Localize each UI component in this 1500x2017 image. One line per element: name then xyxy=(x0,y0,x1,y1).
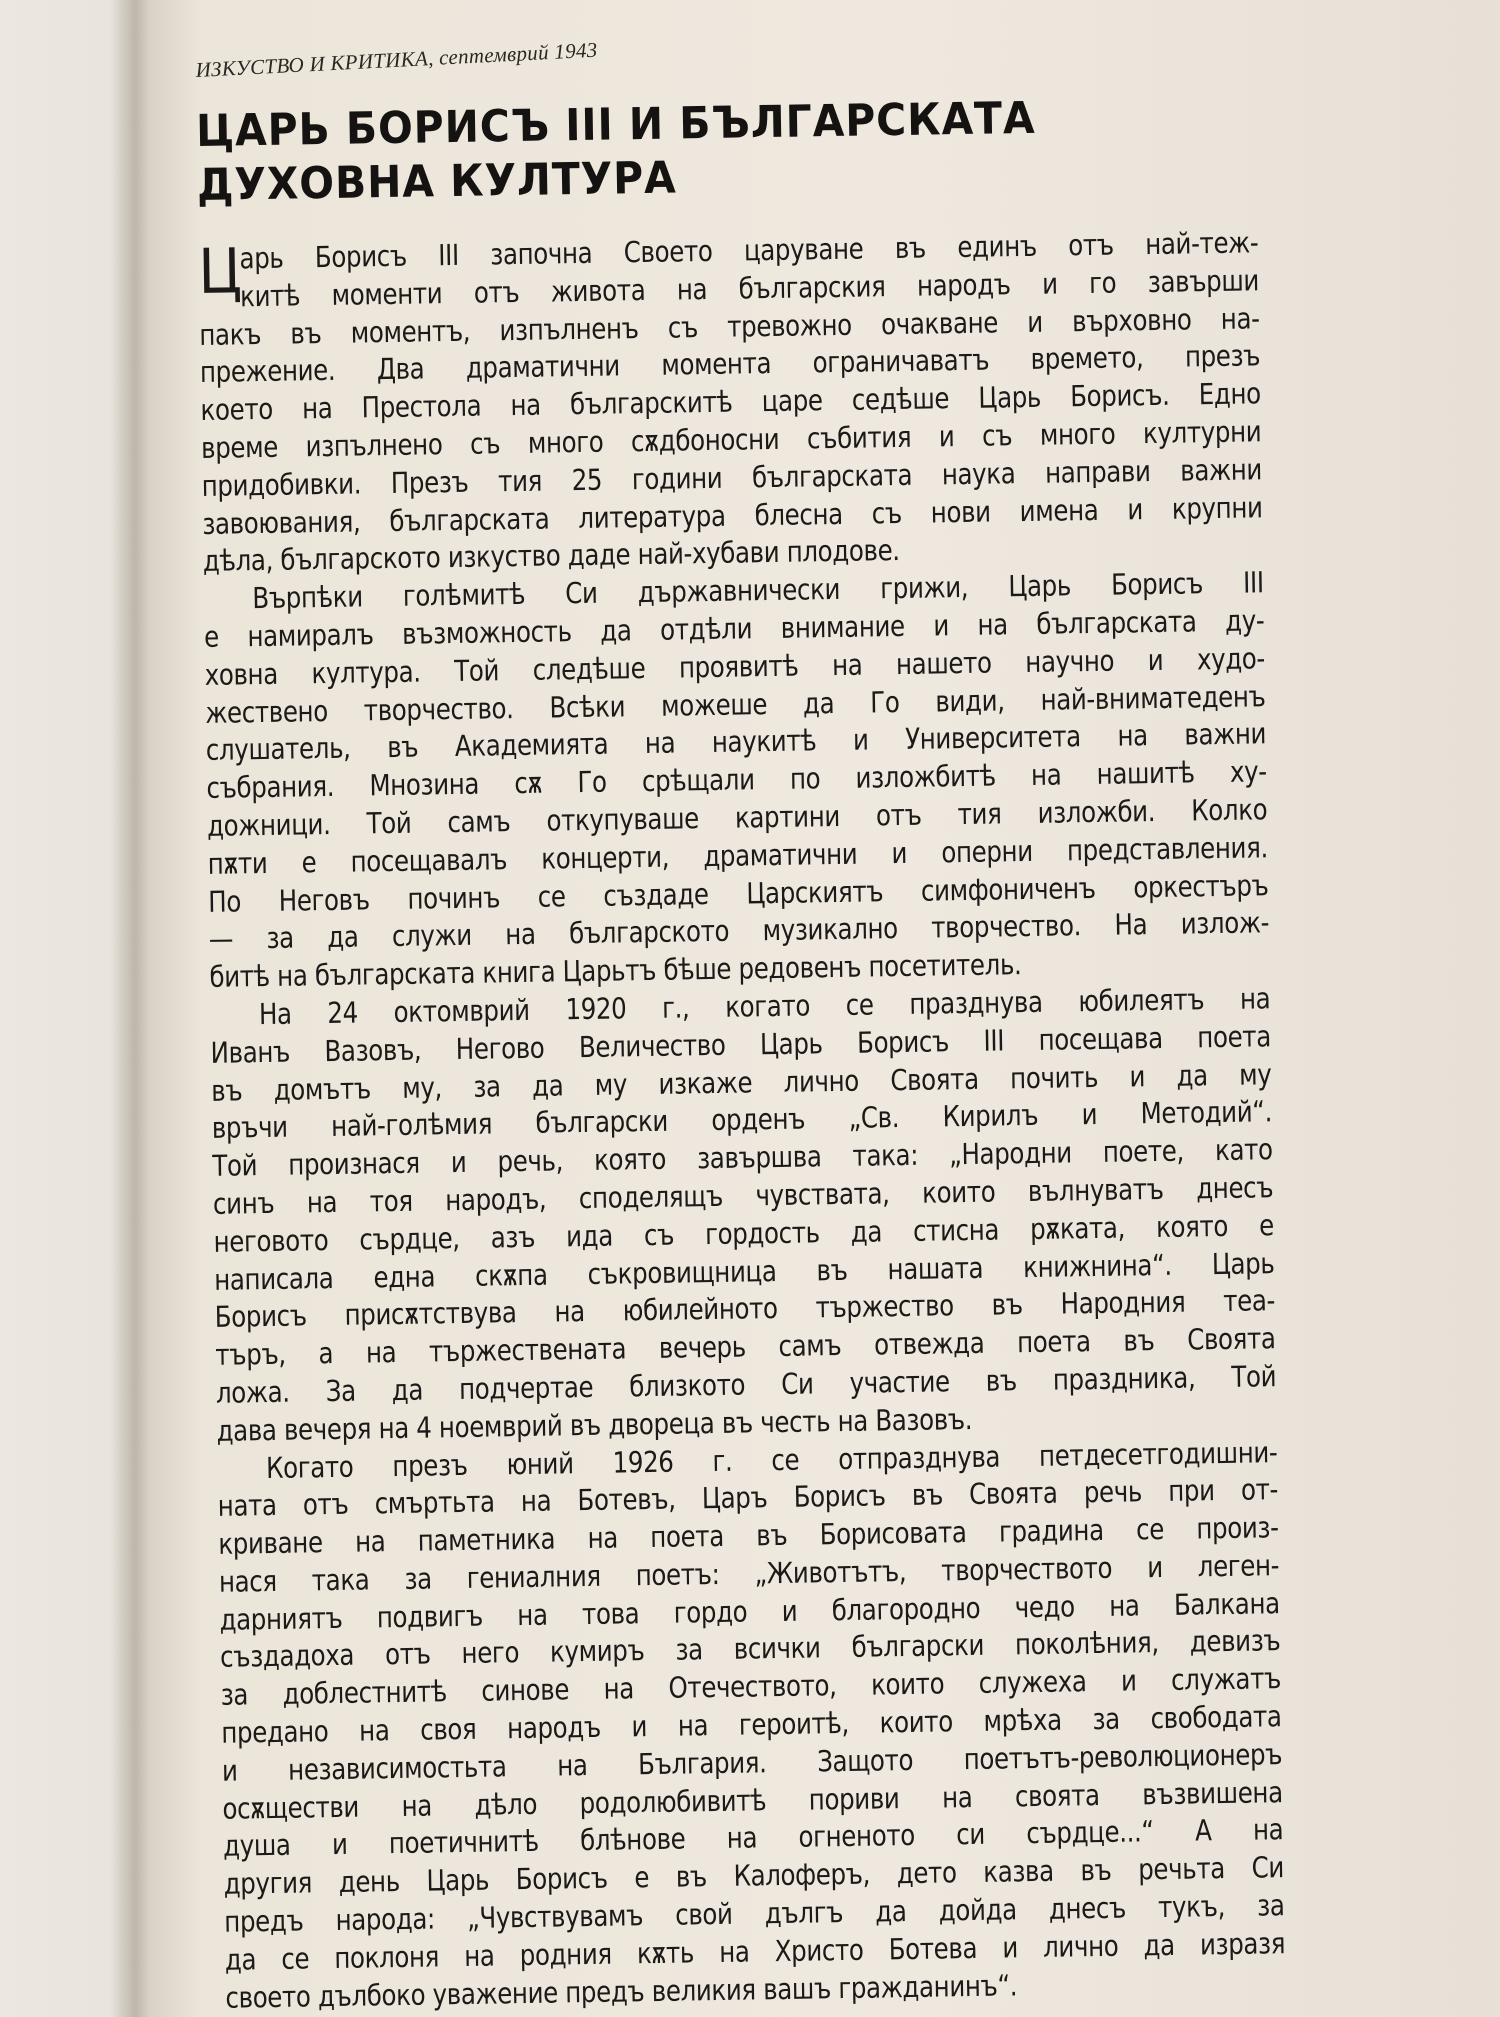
text-line: ната отъ смъртьта на Ботевъ, Царъ Борисъ въ Своята речь при от- xyxy=(217,1472,1279,1524)
text-line: осѫществи на дѣло родолюбивитѣ пориви на своята възвишена xyxy=(222,1774,1283,1826)
text-line: По Неговъ починъ се създаде Царскиятъ симфониченъ оркестъръ xyxy=(207,867,1269,919)
running-head: ИЗКУСТВО И КРИТИКА, септемврий 1943 xyxy=(195,37,599,82)
text-line: придобивки. Презъ тия 25 години българската наука направи важни xyxy=(201,452,1263,503)
text-line: криване на паметника на поета въ Борисовата градина се произ- xyxy=(218,1510,1279,1561)
text-line: завоювания, българската литература блесна съ нови имена и крупни xyxy=(202,489,1263,541)
text-line: душа и поетичнитѣ блѣнове на огненото си сърдце...“ А на xyxy=(222,1812,1284,1864)
text-line: арь Борисъ III започна Своето царуване въ единъ отъ най-теж- xyxy=(239,225,1259,276)
paragraph xyxy=(217,1434,1286,2017)
text-line: връчи най-голѣмия български орденъ „Св. Кирилъ и Методий“. xyxy=(211,1094,1273,1146)
text-line: нася така за гениалния поетъ: „Животътъ, творчеството и леген- xyxy=(218,1548,1280,1599)
text-line: въ домътъ му, за да му изкаже лично Своята почить и да му xyxy=(210,1056,1272,1108)
title-line: ЦАРЬ БОРИСЪ III И БЪЛГАРСКАТА xyxy=(195,92,1036,157)
text-line: дава вечеря на 4 ноемврий въ двореца въ честь на Вазовъ. xyxy=(216,1401,973,1448)
text-line: пакъ въ моментъ, изпълненъ съ тревожно очакване и върховно на- xyxy=(199,300,1260,352)
text-line: ховна култура. Той следѣше проявитѣ на нашето научно и худо- xyxy=(204,641,1266,692)
paragraph xyxy=(198,224,1263,581)
text-line: другия день Царь Борисъ е въ Калоферъ, дето казва въ речьта Си xyxy=(223,1850,1285,1902)
article-title xyxy=(196,90,1183,213)
text-line: дожници. Той самъ откупуваше картини отъ тия изложби. Колко xyxy=(206,792,1268,843)
text-line: своето дълбоко уважение предъ великия вашъ гражданинъ“. xyxy=(225,1967,1018,2015)
text-line: прежение. Два драматични момента ограничаватъ времето, презъ xyxy=(199,338,1261,390)
title-line: ДУХОВНА КУЛТУРА xyxy=(196,152,678,211)
text-line: събрания. Мнозина сѫ Го срѣщали по изложбитѣ на нашитѣ ху- xyxy=(206,754,1267,806)
text-line: което на Престола на българскитѣ царе седѣше Царь Борисъ. Едно xyxy=(200,376,1261,428)
text-line: създадоха отъ него кумиръ за всички български поколѣния, девизъ xyxy=(219,1623,1281,1675)
text-line: дарниятъ подвигъ на това гордо и благородно чедо на Балкана xyxy=(219,1585,1280,1637)
paragraph xyxy=(203,564,1269,996)
text-line: ложа. За да подчертае близкото Си участие въ праздника, Той xyxy=(215,1359,1277,1410)
text-line: написала една скѫпа съкровищница въ нашата книжнина“. Царь xyxy=(213,1245,1275,1297)
text-line: жествено творчество. Всѣки можеше да Го види, най-вниматеденъ xyxy=(205,678,1266,730)
text-line: Иванъ Вазовъ, Негово Величество Царь Борисъ III посещава поета xyxy=(210,1018,1272,1070)
text-line: синъ на тоя народъ, споделящъ чувствата, които вълнуватъ днесъ xyxy=(212,1170,1274,1221)
text-line: неговото сърдце, азъ ида съ гордость да стисна рѫката, която е xyxy=(213,1207,1275,1259)
text-line: за доблестнитѣ синове на Отечеството, които служеха и служатъ xyxy=(220,1661,1282,1713)
text-line: търъ, а на тържествената вечерь самъ отвежда поета въ Своята xyxy=(215,1321,1276,1372)
text-line: На 24 октомврий 1920 г., когато се празднува юбилеятъ на xyxy=(258,981,1271,1032)
text-line: и независимостьта на България. Защото поетътъ-революционеръ xyxy=(221,1737,1283,1788)
text-line: слушатель, въ Академията на наукитѣ и Университета на важни xyxy=(205,716,1267,768)
text-line: предано на своя народъ и на героитѣ, които мрѣха за свободата xyxy=(221,1699,1282,1750)
text-line: да се поклоня на родния кѫть на Христо Ботева и лично да изразя xyxy=(224,1925,1286,1977)
text-line: дѣла, българското изкуство даде най-хубави плодове. xyxy=(202,533,900,579)
text-line: — за да служи на българското музикално творчество. На излож- xyxy=(208,905,1270,957)
paragraph xyxy=(210,980,1277,1450)
text-line: Когато презъ юний 1926 г. се отпразднува петдесетгодишни- xyxy=(265,1434,1278,1485)
text-line: пѫти е посещавалъ концерти, драматични и оперни представления. xyxy=(207,829,1269,881)
text-line: предъ народа: „Чувствувамъ свой дългъ да дойда днесъ тукъ, за xyxy=(224,1888,1285,1939)
text-line: е намиралъ възможность да отдѣли внимание и на българската ду- xyxy=(203,603,1265,654)
text-line: Той произнася и речь, която завършва така: „Народни поете, като xyxy=(212,1132,1273,1183)
text-line: китѣ моменти отъ живота на българския народъ и го завърши xyxy=(239,263,1260,314)
drop-cap: Ц xyxy=(197,234,243,308)
text-line: време изпълнено съ много сѫдбоносни събития и съ много културни xyxy=(200,414,1262,465)
text-line: битѣ на българската книга Царьтъ бѣше редовенъ посетитель. xyxy=(209,947,1022,995)
article-body xyxy=(198,224,1286,2017)
text-line: Борисъ присѫтствува на юбилейното тържество въ Народния теа- xyxy=(214,1283,1276,1335)
book-page xyxy=(195,37,1286,2017)
text-line: Върпѣки голѣмитѣ Си държавнически грижи, Царь Борисъ III xyxy=(252,565,1264,616)
